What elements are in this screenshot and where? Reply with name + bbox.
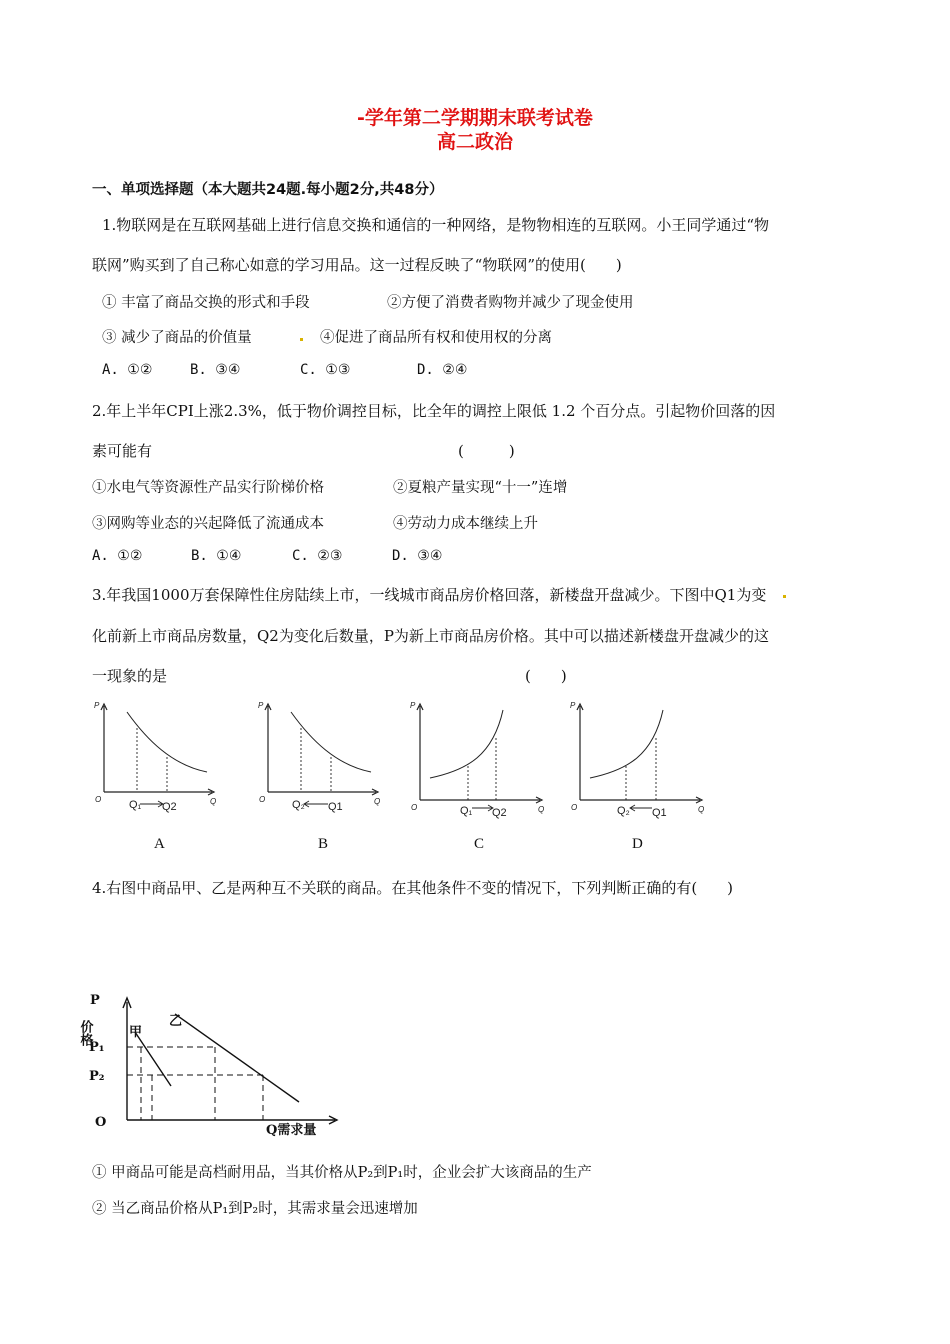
- q2-choice-b[interactable]: B. ①④: [191, 548, 242, 564]
- svg-text:Q需求量: Q需求量: [266, 1123, 317, 1138]
- svg-text:Q: Q: [374, 797, 381, 806]
- q3-stem-line2: 化前新上市商品房数量，Q2为变化后数量，P为新上市商品房价格。其中可以描述新楼盘开盘减少的这: [92, 627, 769, 645]
- q3-graph-c: [408, 700, 553, 825]
- svg-text:O: O: [571, 803, 578, 812]
- q2-answer-paren: ( ): [458, 442, 515, 460]
- svg-text:P₁: P₁: [89, 1040, 105, 1055]
- q4-option-1: ① 甲商品可能是高档耐用品，当其价格从P₂到P₁时，企业会扩大该商品的生产: [92, 1165, 592, 1181]
- svg-text:P: P: [258, 701, 264, 710]
- q1-option-3: ③ 减少了商品的价值量: [102, 330, 252, 346]
- q3-stem-line3: 一现象的是: [92, 667, 168, 685]
- svg-text:价格: 价格: [77, 1020, 93, 1046]
- svg-text:P: P: [90, 993, 100, 1008]
- q2-option-1: ①水电气等资源性产品实行阶梯价格: [92, 480, 324, 496]
- stray-mark: [300, 338, 303, 341]
- q4-option-2: ② 当乙商品价格从P₁到P₂时，其需求量会迅速增加: [92, 1201, 418, 1217]
- svg-text:甲: 甲: [129, 1025, 143, 1040]
- exam-title: -学年第二学期期末联考试卷: [357, 107, 593, 129]
- q3-graph-d: [568, 700, 713, 825]
- svg-text:Q: Q: [538, 805, 545, 814]
- stray-mark: [783, 595, 786, 598]
- q1-stem-line2: 联网”购买到了自己称心如意的学习用品。这一过程反映了“物联网”的使用( ): [92, 256, 622, 274]
- svg-text:P: P: [94, 701, 100, 710]
- q1-choice-a[interactable]: A. ①②: [102, 362, 153, 378]
- q2-option-4: ④劳动力成本继续上升: [393, 516, 538, 532]
- svg-text:Q2: Q2: [162, 801, 177, 813]
- q3-graph-a: [92, 700, 227, 825]
- q2-stem-line2: 素可能有: [92, 442, 153, 460]
- q1-stem-line1: 1.物联网是在互联网基础上进行信息交换和通信的一种网络，是物物相连的互联网。小王同学通过“物: [102, 216, 769, 234]
- q3-answer-paren: ( ): [525, 667, 567, 685]
- q3-graph-b: [256, 700, 391, 825]
- svg-text:乙: 乙: [169, 1014, 183, 1029]
- svg-text:Q₂: Q₂: [292, 799, 305, 811]
- svg-text:Q1: Q1: [652, 807, 667, 819]
- q4-demand-figure: [77, 990, 345, 1140]
- q2-option-3: ③网购等业态的兴起降低了流通成本: [92, 516, 324, 532]
- q1-choice-b[interactable]: B. ③④: [190, 362, 241, 378]
- svg-text:Q₂: Q₂: [617, 805, 630, 817]
- svg-text:P₂: P₂: [89, 1069, 105, 1084]
- svg-text:O: O: [95, 795, 102, 804]
- q2-stem-line1: 2.年上半年CPI上涨2.3%，低于物价调控目标，比全年的调控上限低 1.2 个百分点。引起物价回落的因: [92, 402, 776, 420]
- q4-stem-line1: 4.右图中商品甲、乙是两种互不关联的商品。在其他条件不变的情况下，下列判断正确的有( ): [92, 879, 734, 897]
- svg-text:Q: Q: [210, 797, 217, 806]
- svg-text:O: O: [95, 1115, 107, 1130]
- q1-option-1: ① 丰富了商品交换的形式和手段: [102, 295, 310, 311]
- subject-title: 高二政治: [436, 131, 513, 153]
- q2-option-2: ②夏粮产量实现“十一”连增: [393, 480, 568, 496]
- svg-text:Q: Q: [698, 805, 705, 814]
- q1-choice-c[interactable]: C. ①③: [300, 362, 351, 378]
- svg-text:Q₁: Q₁: [129, 799, 142, 811]
- q2-choice-c[interactable]: C. ②③: [292, 548, 343, 564]
- q3-stem-line1: 3.年我国1000万套保障性住房陆续上市，一线城市商品房价格回落，新楼盘开盘减少。下图中Q1为变: [92, 586, 767, 604]
- svg-text:O: O: [411, 803, 418, 812]
- q3-graph-b-label[interactable]: B: [318, 836, 329, 852]
- svg-text:Q₁: Q₁: [460, 805, 473, 817]
- svg-text:Q1: Q1: [328, 801, 343, 813]
- q3-graph-d-label[interactable]: D: [632, 836, 643, 852]
- q2-choice-a[interactable]: A. ①②: [92, 548, 143, 564]
- q3-graph-a-label[interactable]: A: [154, 836, 165, 852]
- q1-choice-d[interactable]: D. ②④: [417, 362, 468, 378]
- svg-text:P: P: [570, 701, 576, 710]
- svg-text:Q2: Q2: [492, 807, 507, 819]
- svg-text:P: P: [410, 701, 416, 710]
- q1-option-2: ②方便了消费者购物并减少了现金使用: [387, 295, 634, 311]
- section-heading: 一、单项选择题（本大题共24题.每小题2分,共48分）: [92, 182, 444, 198]
- svg-text:O: O: [259, 795, 266, 804]
- q3-graph-c-label[interactable]: C: [474, 836, 485, 852]
- q1-option-4: ④促进了商品所有权和使用权的分离: [320, 330, 552, 346]
- q2-choice-d[interactable]: D. ③④: [392, 548, 443, 564]
